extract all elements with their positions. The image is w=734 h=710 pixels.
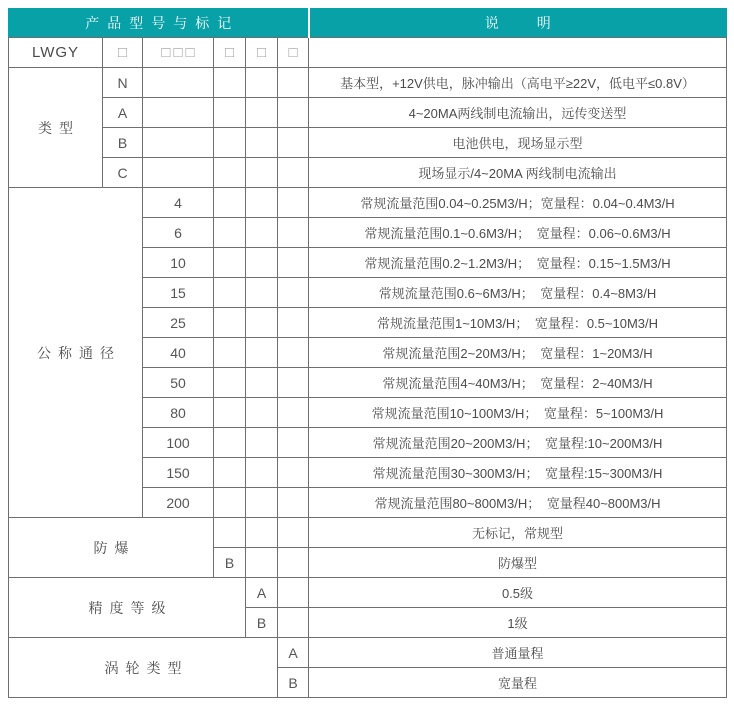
accuracy-description: 0.5级 [309,578,727,608]
flow-range-description: 常规流量范围1~10M3/H； 宽量程：0.5~10M3/H [309,308,727,338]
empty-cell [214,458,246,488]
explosionproof-description: 无标记，常规型 [309,518,727,548]
table-row [9,188,727,218]
type-code: N [103,68,143,98]
empty-cell [278,368,309,398]
table-row [9,68,727,98]
type-code: C [103,158,143,188]
empty-cell [278,578,309,608]
turbine-description: 宽量程 [309,668,727,698]
empty-cell [278,68,309,98]
empty-cell [278,338,309,368]
flow-range-description: 常规流量范围4~40M3/H； 宽量程：2~40M3/H [309,368,727,398]
diameter-code: 200 [143,488,214,518]
explosionproof-code [214,518,246,548]
table-row [9,158,727,188]
model-name: LWGY [9,38,103,68]
diameter-code: 4 [143,188,214,218]
table-row [9,518,727,548]
turbine-code-placeholder-box: □ [278,38,309,68]
empty-cell [214,218,246,248]
empty-cell [278,398,309,428]
empty-cell [143,98,214,128]
diameter-code-placeholder-boxes: □□□ [143,38,214,68]
empty-cell [278,188,309,218]
table-row [9,638,727,668]
empty-cell [246,458,278,488]
diameter-code: 80 [143,398,214,428]
diameter-code: 25 [143,308,214,338]
type-code-placeholder-box: □ [103,38,143,68]
empty-cell [143,128,214,158]
product-model-table [8,8,727,698]
table-row [9,578,727,608]
type-description: 4~20MA两线制电流输出，远传变送型 [309,98,727,128]
turbine-description: 普通量程 [309,638,727,668]
empty-cell [278,608,309,638]
empty-cell [214,368,246,398]
type-description: 基本型，+12V供电，脉冲输出（高电平≥22V，低电平≤0.8V） [309,68,727,98]
empty-cell [278,248,309,278]
empty-cell [278,278,309,308]
empty-cell [246,518,278,548]
empty-cell [246,158,278,188]
model-code-row [9,38,727,68]
section-label-nominal-diameter: 公称通径 [9,188,143,518]
section-label-type: 类型 [9,68,103,188]
empty-cell [246,278,278,308]
empty-cell [214,428,246,458]
diameter-code: 150 [143,458,214,488]
empty-cell [278,548,309,578]
empty-cell [143,158,214,188]
empty-cell [278,518,309,548]
explosionproof-description: 防爆型 [309,548,727,578]
flow-range-description: 常规流量范围0.1~0.6M3/H； 宽量程：0.06~0.6M3/H [309,218,727,248]
empty-cell [214,278,246,308]
empty-cell [278,308,309,338]
section-label-turbine-type: 涡轮类型 [9,638,278,698]
flow-range-description: 常规流量范围10~100M3/H； 宽量程：5~100M3/H [309,398,727,428]
empty-cell [278,218,309,248]
empty-cell [214,128,246,158]
empty-cell [246,98,278,128]
empty-cell [246,338,278,368]
section-label-explosionproof: 防爆 [9,518,214,578]
empty-cell [214,158,246,188]
empty-cell [246,308,278,338]
table-row [9,98,727,128]
turbine-code: A [278,638,309,668]
empty-cell [246,188,278,218]
empty-cell [214,68,246,98]
empty-cell [214,338,246,368]
section-label-accuracy: 精度等级 [9,578,246,638]
accuracy-code: B [246,608,278,638]
header-description-label: 说明 [309,9,727,38]
flow-range-description: 常规流量范围0.2~1.2M3/H； 宽量程：0.15~1.5M3/H [309,248,727,278]
empty-cell [214,188,246,218]
type-code: B [103,128,143,158]
diameter-code: 10 [143,248,214,278]
diameter-code: 6 [143,218,214,248]
flow-range-description: 常规流量范围0.04~0.25M3/H；宽量程：0.04~0.4M3/H [309,188,727,218]
empty-cell [246,128,278,158]
flow-range-description: 常规流量范围30~300M3/H； 宽量程:15~300M3/H [309,458,727,488]
empty-cell [214,98,246,128]
explosionproof-code-placeholder-box: □ [214,38,246,68]
empty-cell [278,488,309,518]
header-product-model-label: 产品型号与标记 [9,9,309,38]
table-header-row [9,9,727,38]
empty-cell [246,218,278,248]
flow-range-description: 常规流量范围0.6~6M3/H； 宽量程：0.4~8M3/H [309,278,727,308]
empty-cell [214,398,246,428]
accuracy-code-placeholder-box: □ [246,38,278,68]
diameter-code: 15 [143,278,214,308]
empty-cell [309,38,727,68]
empty-cell [246,248,278,278]
flow-range-description: 常规流量范围80~800M3/H； 宽量程40~800M3/H [309,488,727,518]
type-code: A [103,98,143,128]
empty-cell [246,398,278,428]
empty-cell [214,488,246,518]
empty-cell [246,368,278,398]
flow-range-description: 常规流量范围20~200M3/H； 宽量程:10~200M3/H [309,428,727,458]
empty-cell [246,488,278,518]
empty-cell [143,68,214,98]
diameter-code: 100 [143,428,214,458]
type-description: 电池供电，现场显示型 [309,128,727,158]
diameter-code: 50 [143,368,214,398]
turbine-code: B [278,668,309,698]
empty-cell [246,548,278,578]
accuracy-code: A [246,578,278,608]
empty-cell [278,98,309,128]
type-description: 现场显示/4~20MA 两线制电流输出 [309,158,727,188]
table-row [9,128,727,158]
empty-cell [214,248,246,278]
empty-cell [246,428,278,458]
empty-cell [278,428,309,458]
diameter-code: 40 [143,338,214,368]
accuracy-description: 1级 [309,608,727,638]
empty-cell [278,128,309,158]
empty-cell [214,308,246,338]
empty-cell [278,158,309,188]
flow-range-description: 常规流量范围2~20M3/H； 宽量程：1~20M3/H [309,338,727,368]
explosionproof-code: B [214,548,246,578]
empty-cell [246,68,278,98]
empty-cell [278,458,309,488]
